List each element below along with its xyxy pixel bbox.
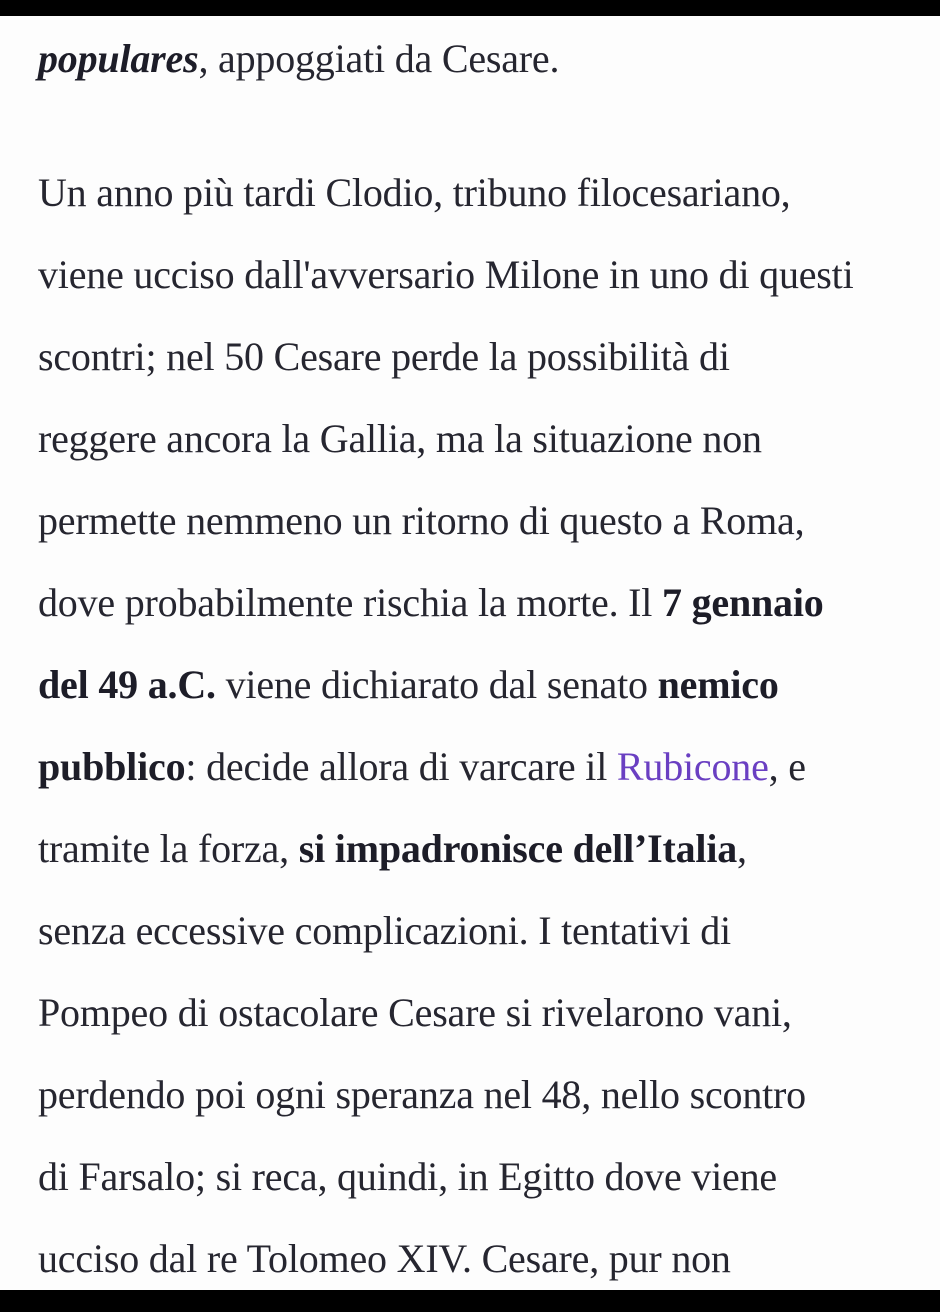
text-line (38, 562, 940, 644)
text-line (38, 808, 940, 890)
text-line: Pompeo di ostacolare Cesare si rivelarono vani, (38, 990, 792, 1035)
text-segment: , (737, 826, 747, 871)
text-line: permette nemmeno un ritorno di questo a Roma, (38, 498, 805, 543)
text-line: ucciso dal re Tolomeo XIV. Cesare, pur non (38, 1236, 731, 1281)
year-highlight: del 49 a.C. (38, 662, 216, 707)
italy-highlight: si impadronisce dell’Italia (298, 826, 738, 871)
text-line: perdendo poi ogni speranza nel 48, nello scontro (38, 1072, 806, 1117)
paragraph-2 (38, 152, 940, 1290)
text-line: reggere ancora la Gallia, ma la situazione non (38, 416, 762, 461)
paragraph-1-line (38, 18, 940, 100)
enemy-highlight: nemico (657, 662, 779, 707)
date-highlight: 7 gennaio (662, 580, 824, 625)
text-segment: , e (768, 744, 806, 789)
text-segment: tramite la forza, (38, 826, 299, 871)
text-segment: viene dichiarato dal senato (215, 662, 658, 707)
article-page (0, 16, 940, 1290)
text-line (38, 726, 940, 808)
text-line: senza eccessive complicazioni. I tentativi di (38, 908, 731, 953)
text-line (38, 644, 940, 726)
text-segment: : decide allora di varcare il (185, 744, 617, 789)
rubicone-link[interactable]: Rubicone (616, 744, 769, 789)
populares-term: populares (38, 36, 199, 81)
text-line: di Farsalo; si reca, quindi, in Egitto dove viene (38, 1154, 777, 1199)
paragraph-1 (38, 18, 940, 100)
text-line: Un anno più tardi Clodio, tribuno filocesariano, (38, 170, 791, 215)
paragraph-1-rest: , appoggiati da Cesare. (198, 36, 560, 81)
text-line: viene ucciso dall'avversario Milone in uno di questi (38, 252, 854, 297)
text-segment: dove probabilmente rischia la morte. Il (38, 580, 663, 625)
text-line: scontri; nel 50 Cesare perde la possibilità di (38, 334, 730, 379)
public-highlight: pubblico (38, 744, 186, 789)
